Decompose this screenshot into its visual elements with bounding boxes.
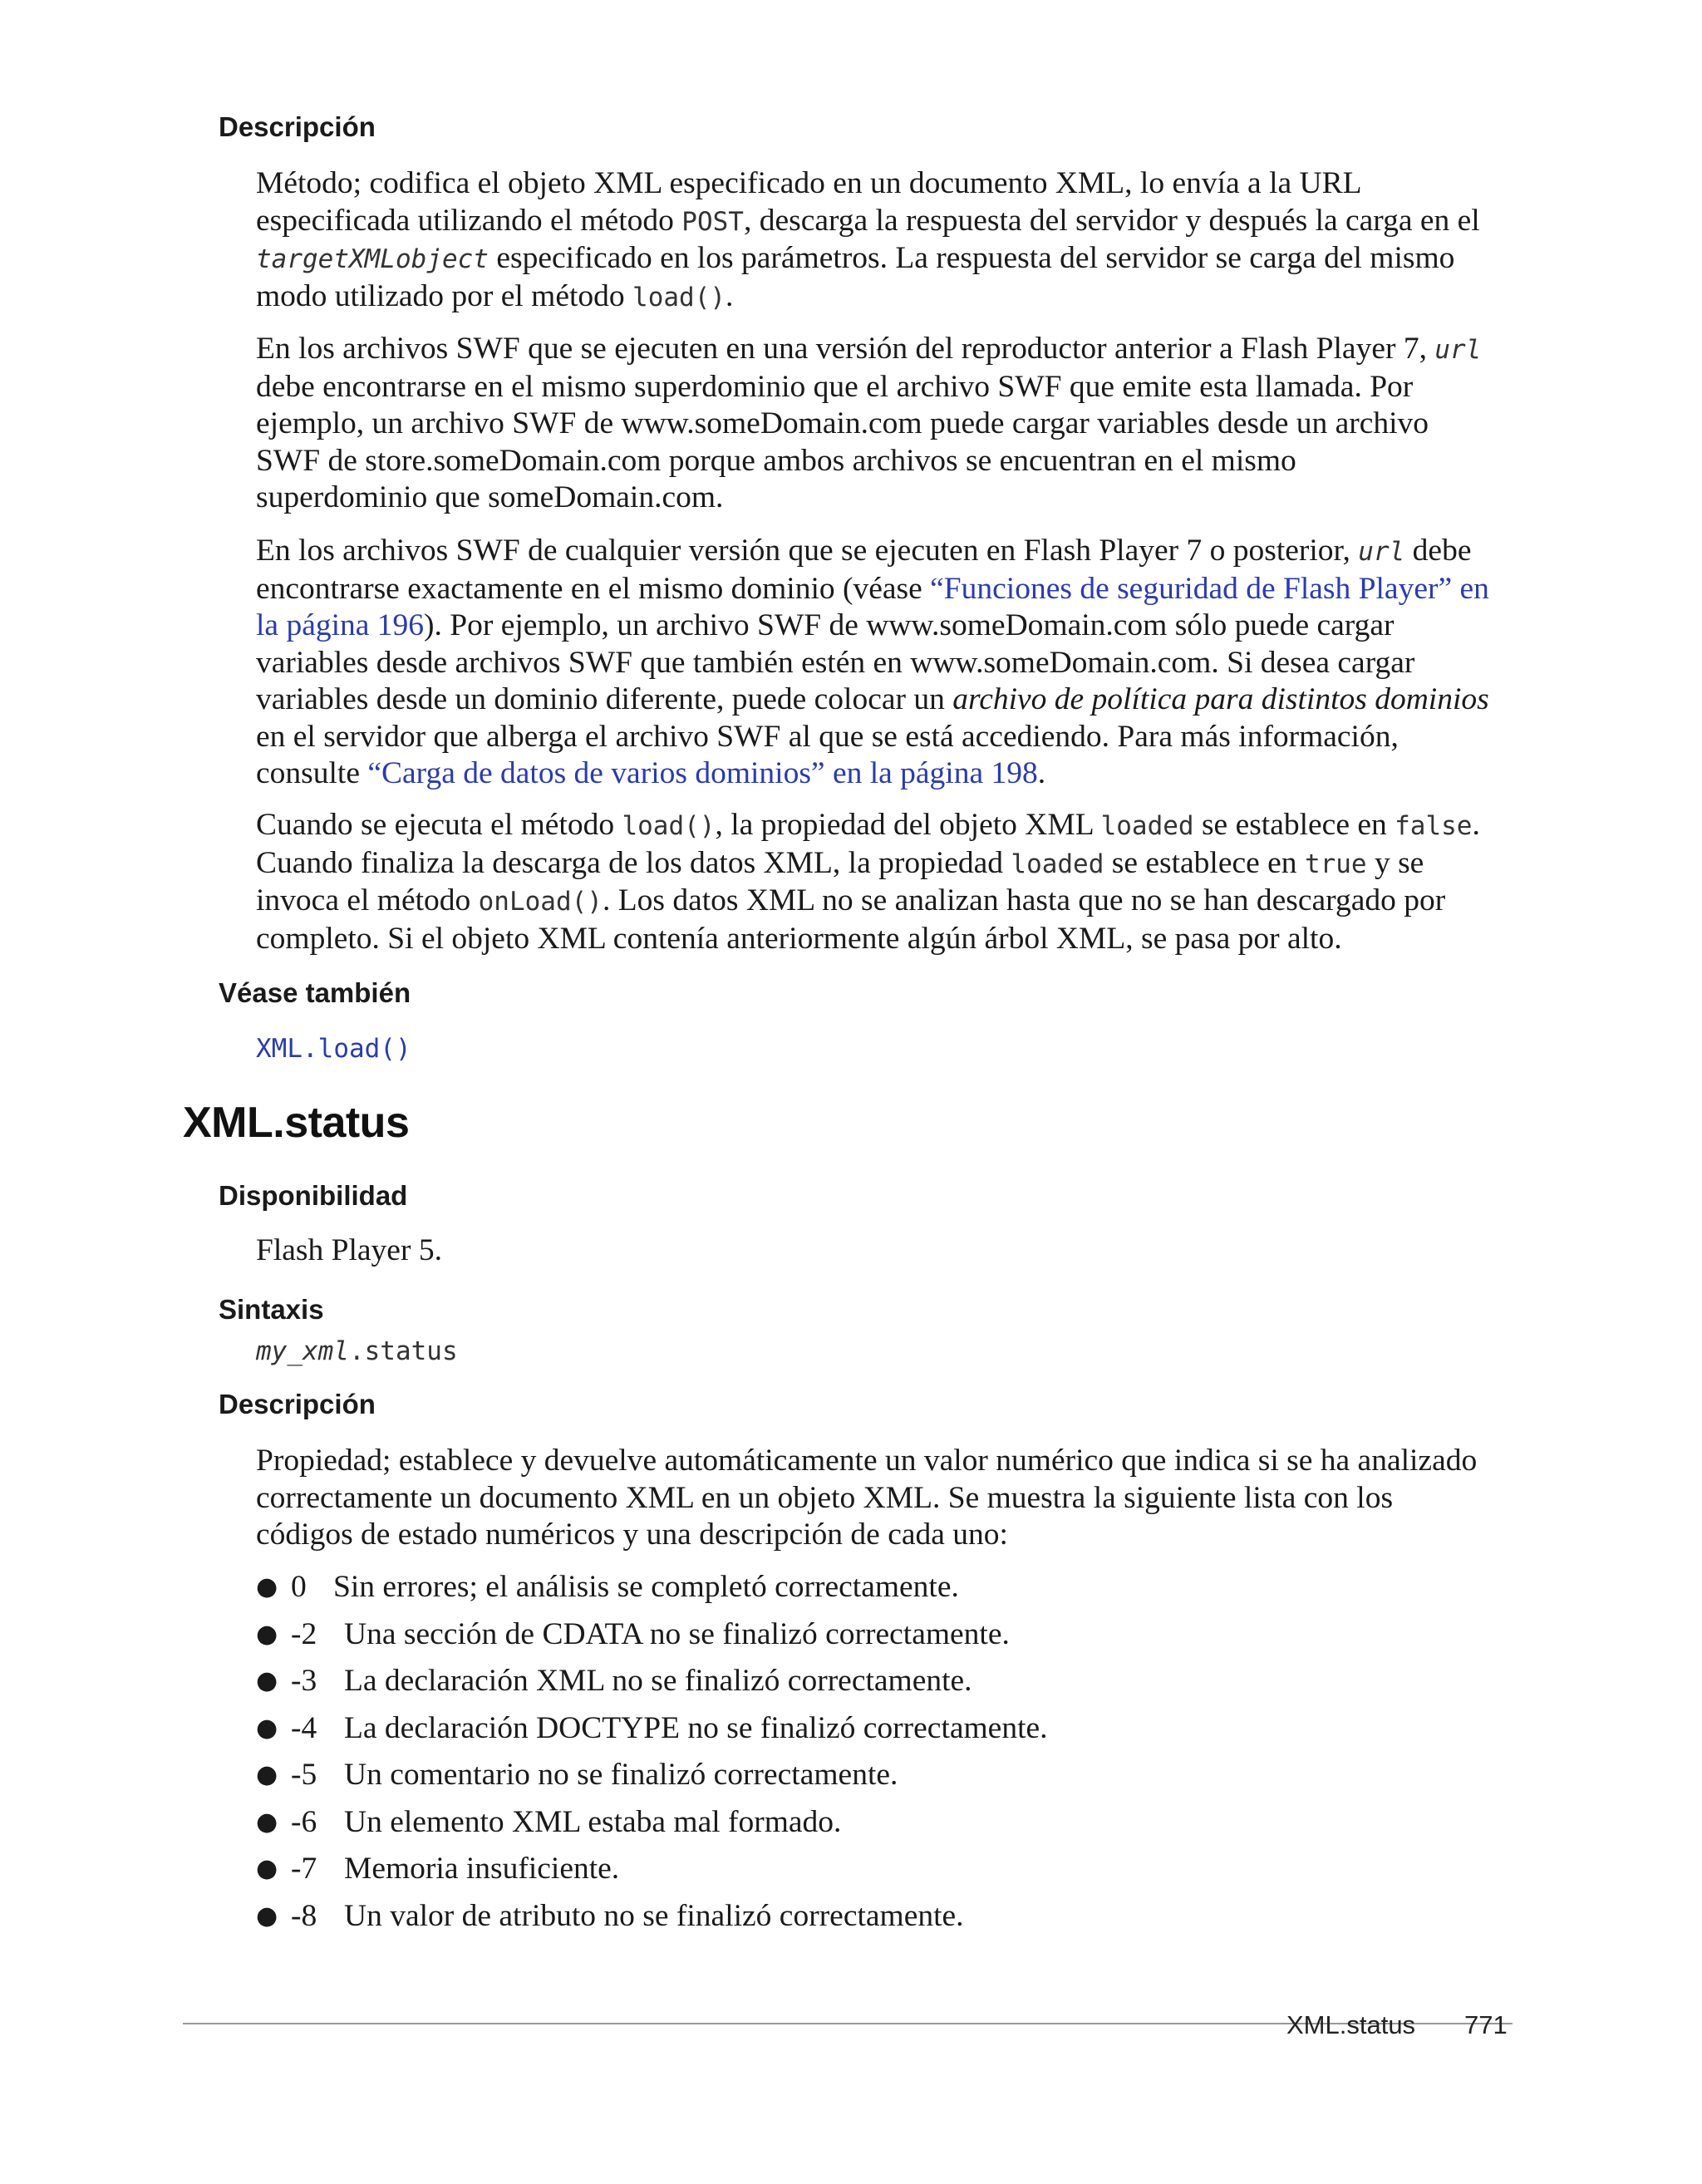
text-line: Cuando finaliza la descarga de los datos XML, la propiedad loaded se establece en true y se [256,845,1424,880]
description-paragraph-4 [256,807,1523,957]
text-line: en el servidor que alberga el archivo SWF al que se está accediendo. Para más información, [256,719,1399,754]
text-line: targetXMLobject especificado en los parámetros. La respuesta del servidor se carga del mismo [256,241,1455,275]
bullet-icon: ● [256,1666,278,1695]
bullet-icon: ● [256,1901,278,1931]
text-line: Propiedad; establece y devuelve automáticamente un valor numérico que indica si se ha analizado [256,1444,1478,1478]
text-line: completo. Si el objeto XML contenía anteriormente algún árbol XML, se pasa por alto. [256,921,1342,956]
description-heading: Descripción [219,111,376,142]
text-line: códigos de estado numéricos y una descripción de cada uno: [256,1517,1008,1552]
text-line: ejemplo, un archivo SWF de www.someDomain.com puede cargar variables desde un archivo [256,406,1429,440]
text-line: consulte “Carga de datos de varios dominios” en la página 198. [256,756,1046,790]
text-line: En los archivos SWF de cualquier versión que se ejecuten en Flash Player 7 o posterior, url debe [256,534,1472,568]
emphasis-term: archivo de política para distintos dominios [952,682,1489,716]
inline-code: load() [632,282,726,312]
text-line: debe encontrarse en el mismo superdominio que el archivo SWF que emite esta llamada. Por [256,369,1414,404]
bullet-icon: ● [256,1760,278,1789]
description-paragraph-3 [256,533,1523,793]
text-line: correctamente un documento XML en un objeto XML. Se muestra la siguiente lista con los [256,1480,1394,1515]
text-line: Método; codifica el objeto XML especificado en un documento XML, lo envía a la URL [256,166,1362,200]
bullet-icon: ● [256,1572,278,1601]
description-paragraph-1 [256,165,1523,316]
description-heading-2: Descripción [219,1389,376,1419]
inline-code: url [1434,335,1482,365]
bullet-icon: ● [256,1854,278,1883]
page-number: 771 [1464,2010,1508,2039]
security-xref-link[interactable]: “Funciones de seguridad de Flash Player” en [930,571,1489,606]
text-line: En los archivos SWF que se ejecuten en una versión del reproductor anterior a Flash Player 7, url [256,332,1482,366]
document-page: Descripción Método; codifica el objeto XML especificado en un documento XML, lo envía a la URL especificada utilizando el método POST, descarga la respuesta del servidor y después la carga en el targetXMLobject especificado en los parámetros. La respuesta del servidor se carga del mismo modo utilizado por el método load(). En los archivos SWF que se ejecuten en una versión del reproductor anterior a Flash Player 7, url debe encontrarse en el mismo superdominio que el archivo SWF que emite esta llamada. Por ejemplo, un archivo SWF de www.someDomain.com puede cargar variables desde un archivo SWF de store.someDomain.com porque ambos archivos se encuentran en el mismo superdominio que someDomain.com. En los archivos SWF de cualquier versión que se ejecuten en Flash Player 7 o posterior, url debe encontrarse exactamente en el mismo dominio (véase “Funciones de seguridad de Flash Player” en la página 196). Por ejemplo, un archivo SWF de www.someDomain.com sólo puede cargar variables desde archivos SWF que también estén en www.someDomain.com. Si desea cargar variables desde un dominio diferente, puede colocar un archivo de política para distintos dominios en el servidor que alberga el archivo SWF al que se está accediendo. Para más información, consulte “Carga de datos de varios dominios” en la página 198. Cuando se ejecuta el método load(), la propiedad del objeto XML loaded se establece en false. Cuando finaliza la descarga de los datos XML, la propiedad loaded se establece en true y se invoca el método onLoad(). Los datos XML no se analizan hasta que no se han descargado por completo. Si el objeto XML contenía anteriormente algún árbol XML, se pasa por alto. Véase también XML.load() XML.status Disponibilidad Flash Player 5. Sintaxis my_xml.status Descripción Propiedad; establece y devuelve automáticamente un valor numérico que indica si se ha analizado correctamente un documento XML en un objeto XML. Se muestra la siguiente lista con los códigos de estado numéricos y una descripción de cada uno: ● 0 Sin errores; el análisis se completó correctamente. ● -2 Una sección de CDATA no se finalizó correctamente. ● -3 La declaración XML no se finalizó correctamente. ● -4 La declaración DOCTYPE no se finalizó correctamente. ● -5 Un comentario no se finalizó correctamente. ● -6 Un elemento XML estaba mal formado. ● -7 Memoria insuficiente. ● -8 Un valor de atributo no se finalizó correctamente. XML.status 771 [0,0,1702,2184]
inline-code: url [1358,537,1405,567]
text-line: modo utilizado por el método load(). [256,278,734,313]
inline-code: targetXMLobject [256,244,489,274]
cross-domain-xref-link[interactable]: “Carga de datos de varios dominios” en la página 198 [367,756,1038,790]
status-description [256,1443,1523,1554]
see-also-heading: Véase también [219,977,411,1008]
bullet-icon: ● [256,1807,278,1837]
text-line: Cuando se ejecuta el método load(), la propiedad del objeto XML loaded se establece en false. [256,808,1480,842]
text-line: variables desde un dominio diferente, puede colocar un archivo de política para distintos dominios [256,682,1489,716]
description-paragraph-2 [256,331,1523,517]
inline-code: POST [681,206,744,237]
text-line: variables desde archivos SWF que también estén en www.someDomain.com. Si desea cargar [256,645,1415,680]
text-line: la página 196). Por ejemplo, un archivo SWF de www.someDomain.com sólo puede cargar [256,608,1395,642]
syntax-heading: Sintaxis [219,1294,324,1325]
availability-heading: Disponibilidad [219,1180,408,1211]
text-line: especificada utilizando el método POST, descarga la respuesta del servidor y después la carga en el [256,203,1480,238]
availability-text: Flash Player 5. [256,1233,442,1267]
bullet-icon: ● [256,1619,278,1649]
text-line: SWF de store.someDomain.com porque ambos archivos se encuentran en el mismo [256,443,1296,478]
text-line: invoca el método onLoad(). Los datos XML no se analizan hasta que no se han descargado por [256,883,1446,917]
text-line: superdominio que someDomain.com. [256,480,724,514]
text-line: encontrarse exactamente en el mismo dominio (véase “Funciones de seguridad de Flash Player” en [256,571,1489,606]
xml-load-link[interactable]: XML.load() [256,1034,411,1064]
syntax-code: my_xml.status [256,1336,458,1366]
entry-title: XML.status [183,1099,410,1147]
bullet-icon: ● [256,1713,278,1743]
footer-title: XML.status [1286,2010,1416,2039]
security-xref-link-page[interactable]: la página 196 [256,608,425,642]
